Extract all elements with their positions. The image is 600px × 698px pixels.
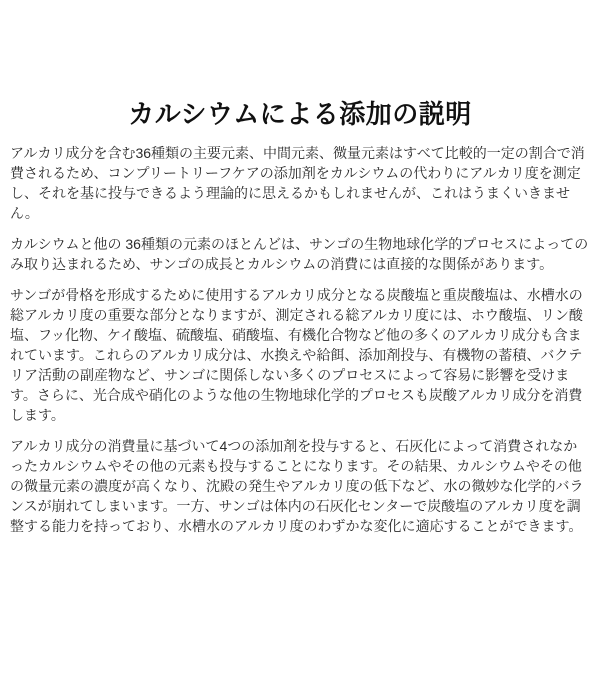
document-page xyxy=(0,98,600,536)
paragraph-dosing-consequences: アルカリ成分の消費量に基づいて4つの添加剤を投与すると、石灰化によって消費されなかったカルシウムやその他の元素も投与することになります。その結果、カルシウムやその他の微量元素の濃度が高くなり、沈殿の発生やアルカリ度の低下など、水の微妙な化学的バランスが崩れてしまいます。一方、サンゴは体内の石灰化センターで炭酸塩のアルカリ度を調整する能力を持っており、水槽水のアルカリ度のわずかな変化に適応することができます。 xyxy=(10,438,584,534)
paragraph-calcium-relation: カルシウムと他の 36種類の元素のほとんどは、サンゴの生物地球化学的プロセスによってのみ取り込まれるため、サンゴの成長とカルシウムの消費には直接的な関係があります。 xyxy=(10,236,589,272)
paragraph-intro: アルカリ成分を含む36種類の主要元素、中間元素、微量元素はすべて比較的一定の割合で消費されるため、コンプリートリーフケアの添加剤をカルシウムの代わりにアルカリ度を測定し、それを基に投与できるよう理論的に思えるかもしれませんが、これはうまくいきません。 xyxy=(10,145,585,221)
paragraph-alkalinity-components: サンゴが骨格を形成するために使用するアルカリ成分となる炭酸塩と重炭酸塩は、水槽水の総アルカリ度の重要な部分となりますが、測定される総アルカリ度には、ホウ酸塩、リン酸塩、フッ化物、ケイ酸塩、硫酸塩、硝酸塩、有機化合物など他の多くのアルカリ成分も含まれています。これらのアルカリ成分は、水換えや給餌、添加剤投与、有機物の蓄積、バクテリア活動の副産物など、サンゴに関係しない多くのプロセスによって容易に影響を受けます。さらに、光合成や硝化のような他の生物地球化学的プロセスも炭酸アルカリ成分を消費します。 xyxy=(10,287,583,423)
page-title: カルシウムによる添加の説明 xyxy=(128,99,472,129)
